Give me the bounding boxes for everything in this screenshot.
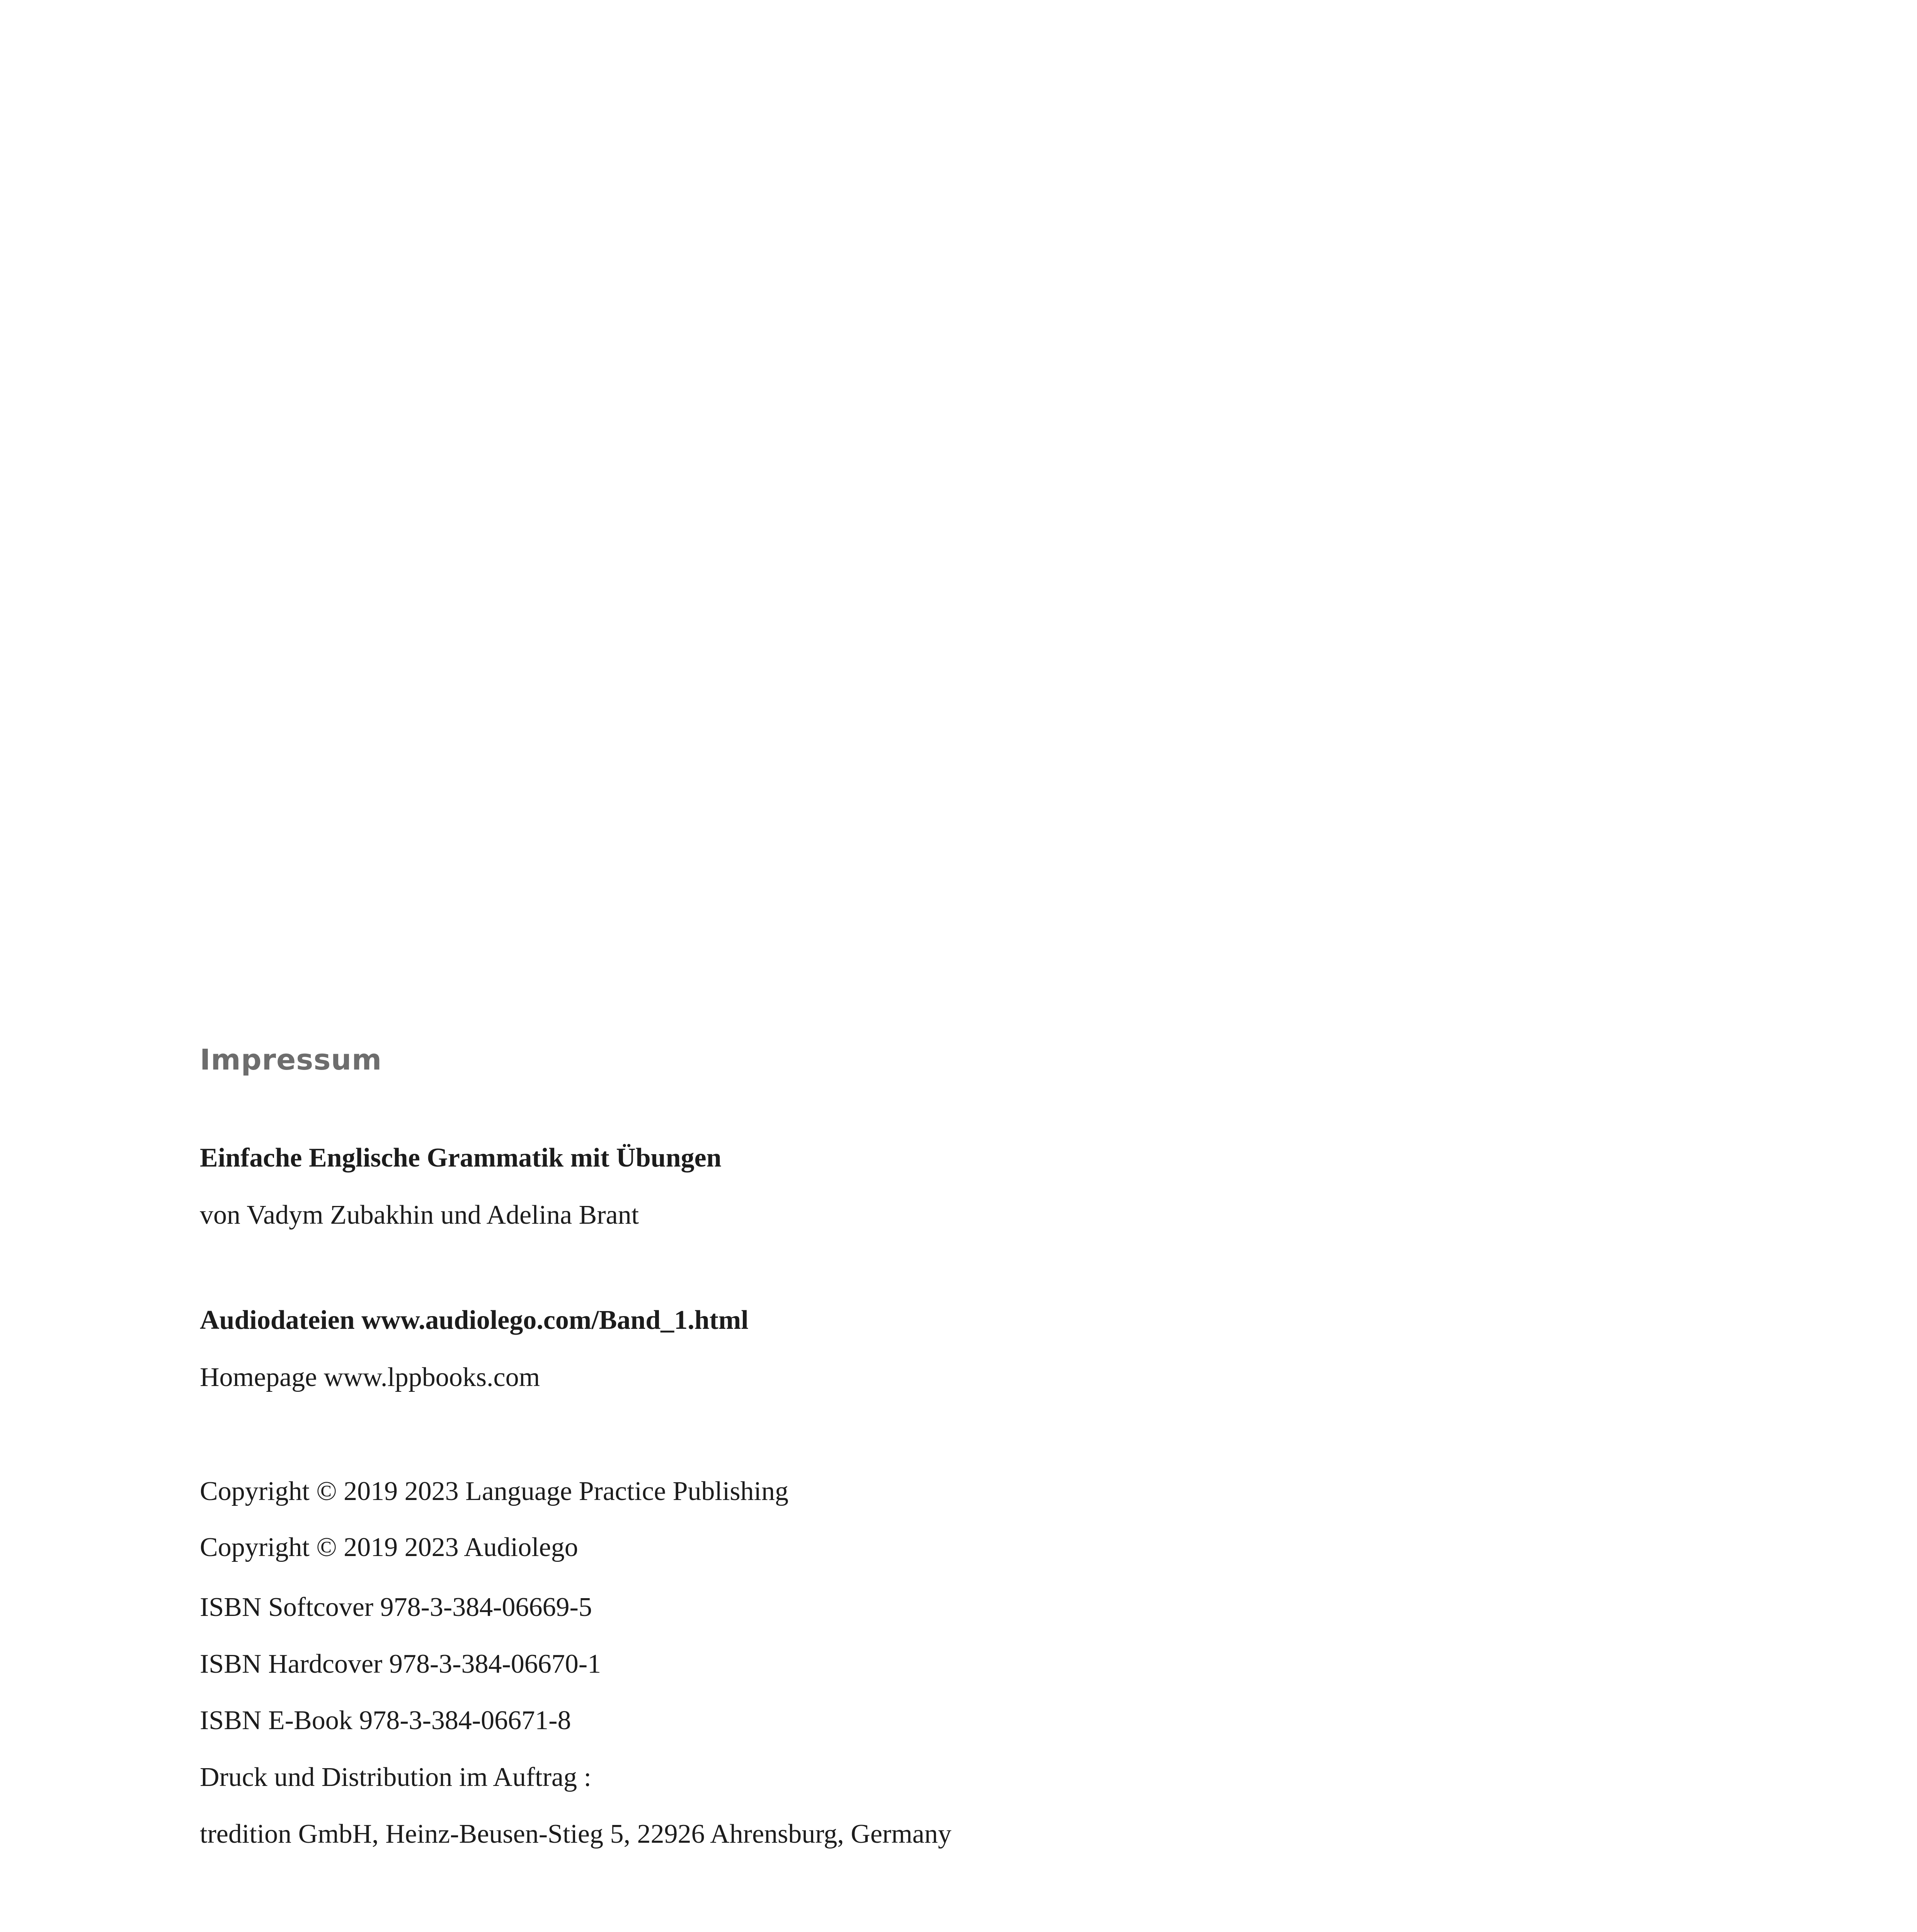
copyright-audiolego: Copyright © 2019 2023 Audiolego <box>200 1532 578 1562</box>
distribution-address: tredition GmbH, Heinz-Beusen-Stieg 5, 22926 Ahrensburg, Germany <box>200 1819 952 1849</box>
distribution-label: Druck und Distribution im Auftrag : <box>200 1762 591 1792</box>
isbn-softcover: ISBN Softcover 978-3-384-06669-5 <box>200 1592 592 1622</box>
book-title: Einfache Englische Grammatik mit Übungen <box>200 1143 722 1173</box>
copyright-publisher: Copyright © 2019 2023 Language Practice Publishing <box>200 1476 788 1506</box>
isbn-hardcover: ISBN Hardcover 978-3-384-06670-1 <box>200 1649 601 1679</box>
audio-files-link: Audiodateien www.audiolego.com/Band_1.html <box>200 1305 749 1335</box>
imprint-heading: Impressum <box>200 1043 382 1077</box>
homepage-link: Homepage www.lppbooks.com <box>200 1362 540 1392</box>
book-authors: von Vadym Zubakhin und Adelina Brant <box>200 1200 639 1230</box>
isbn-ebook: ISBN E-Book 978-3-384-06671-8 <box>200 1706 571 1735</box>
